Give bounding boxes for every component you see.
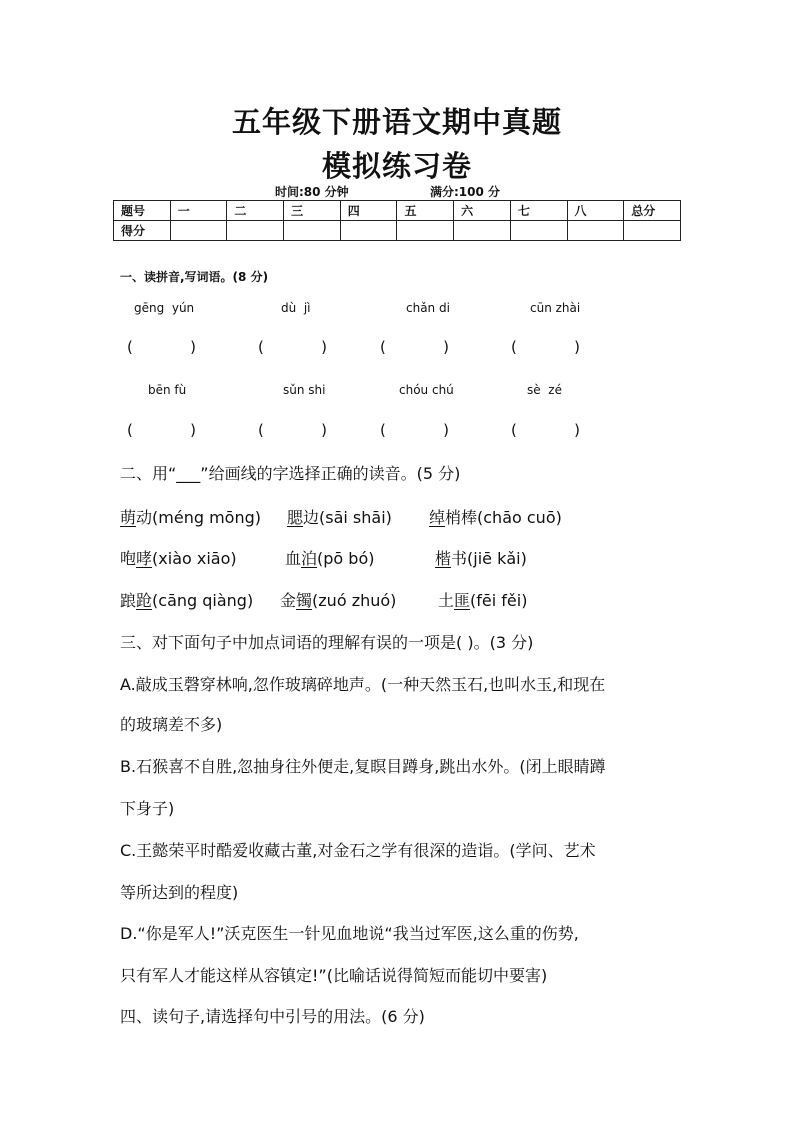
pronunciation-item <box>438 588 527 611</box>
item-prefix: 土 <box>438 591 455 610</box>
pronunciation-item <box>280 588 396 611</box>
score-cell[interactable] <box>170 221 227 241</box>
option-a-line2: 的玻璃差不多) <box>120 715 223 734</box>
answer-bracket[interactable]: ( ) <box>380 421 449 439</box>
item-text: (zuó zhuó) <box>312 591 397 610</box>
score-table-header-row <box>114 201 681 221</box>
pronunciation-item <box>120 505 261 528</box>
score-cell[interactable] <box>397 221 454 241</box>
score-table-header-cell: 七 <box>510 201 567 221</box>
item-prefix: 血 <box>285 549 302 568</box>
score-cell[interactable] <box>227 221 284 241</box>
option-c-line2: 等所达到的程度) <box>120 883 239 902</box>
time-label: 时间:80 分钟 <box>275 185 349 199</box>
section3-heading: 三、对下面句子中加点词语的理解有误的一项是( )。(3 分) <box>120 633 534 652</box>
option-b-line2: 下身子) <box>120 799 175 818</box>
option-d-line2: 只有军人才能这样从容镇定!”(比喻话说得简短而能切中要害) <box>120 966 548 985</box>
section4-heading: 四、读句子,请选择句中引号的用法。(6 分) <box>120 1007 425 1026</box>
score-cell[interactable] <box>510 221 567 241</box>
pinyin: bēn fù <box>148 383 187 397</box>
score-cell[interactable] <box>340 221 397 241</box>
score-table-header-cell: 三 <box>284 201 341 221</box>
exam-title: 五年级下册语文期中真题 <box>231 105 562 139</box>
item-prefix: 咆 <box>120 549 137 568</box>
pronunciation-item <box>435 546 527 569</box>
pinyin: sǔn shi <box>283 383 326 397</box>
pinyin: sè zé <box>527 383 562 397</box>
item-text: (fēi fěi) <box>470 591 528 610</box>
answer-bracket[interactable]: ( ) <box>127 421 196 439</box>
underlined-char: 楷 <box>435 549 452 568</box>
score-table <box>113 200 681 241</box>
score-table-score-row <box>114 221 681 241</box>
answer-bracket[interactable]: ( ) <box>380 338 449 356</box>
pinyin: chǎn di <box>406 301 450 315</box>
answer-bracket[interactable]: ( ) <box>511 338 580 356</box>
answer-bracket[interactable]: ( ) <box>511 421 580 439</box>
item-prefix: 金 <box>280 591 297 610</box>
pronunciation-item <box>429 505 562 528</box>
score-table-header-cell: 四 <box>340 201 397 221</box>
underlined-char: 镯 <box>296 591 313 610</box>
answer-bracket[interactable]: ( ) <box>258 421 327 439</box>
score-cell[interactable] <box>624 221 681 241</box>
pinyin: chóu chú <box>399 383 454 397</box>
option-c-line1: C.王懿荣平时酷爱收藏古董,对金石之学有很深的造诣。(学问、艺术 <box>120 841 596 860</box>
score-table-header-cell: 二 <box>227 201 284 221</box>
underlined-char: 泊 <box>301 549 318 568</box>
item-text: 梢棒(chāo cuō) <box>445 508 562 527</box>
score-table-header-cell: 八 <box>567 201 624 221</box>
pronunciation-item <box>287 505 392 528</box>
item-prefix: 踉 <box>120 591 137 610</box>
underlined-char: 匪 <box>454 591 471 610</box>
score-table-header-cell: 一 <box>170 201 227 221</box>
underlined-char: 腮 <box>287 508 304 527</box>
pronunciation-item <box>120 546 237 569</box>
answer-bracket[interactable]: ( ) <box>127 338 196 356</box>
item-text: (xiào xiāo) <box>152 549 237 568</box>
score-table-row-label: 得分 <box>114 221 171 241</box>
underlined-char: 萌 <box>120 508 137 527</box>
pinyin: gēng yún <box>134 301 195 315</box>
pinyin: dù jì <box>281 301 311 315</box>
option-a-line1: A.敲成玉磬穿林响,忽作玻璃碎地声。(一种天然玉石,也叫水玉,和现在 <box>120 675 606 694</box>
score-table-header-cell: 六 <box>454 201 511 221</box>
option-b-line1: B.石猴喜不自胜,忽抽身往外便走,复瞑目蹲身,跳出水外。(闭上眼睛蹲 <box>120 757 606 776</box>
item-text: 书(jiē kǎi) <box>451 549 527 568</box>
score-table-header-cell: 题号 <box>114 201 171 221</box>
pinyin: cūn zhài <box>530 301 581 315</box>
item-text: (cāng qiàng) <box>152 591 254 610</box>
score-cell[interactable] <box>284 221 341 241</box>
underlined-char: 跄 <box>136 591 153 610</box>
section1-heading: 一、读拼音,写词语。(8 分) <box>120 270 269 284</box>
exam-subtitle: 模拟练习卷 <box>321 149 472 183</box>
score-label: 满分:100 分 <box>430 185 501 199</box>
item-text: 边(sāi shāi) <box>303 508 392 527</box>
underlined-char: 哮 <box>136 549 153 568</box>
score-table-header-cell: 五 <box>397 201 454 221</box>
underlined-char: 绰 <box>429 508 446 527</box>
score-table-header-cell: 总分 <box>624 201 681 221</box>
pronunciation-item <box>285 546 375 569</box>
pronunciation-item <box>120 588 253 611</box>
item-text: 动(méng mōng) <box>136 508 261 527</box>
score-cell[interactable] <box>454 221 511 241</box>
section2-heading: 二、用“___”给画线的字选择正确的读音。(5 分) <box>120 464 461 483</box>
option-d-line1: D.“你是军人!”沃克医生一针见血地说“我当过军医,这么重的伤势, <box>120 924 579 943</box>
answer-bracket[interactable]: ( ) <box>258 338 327 356</box>
item-text: (pō bó) <box>317 549 375 568</box>
score-cell[interactable] <box>567 221 624 241</box>
